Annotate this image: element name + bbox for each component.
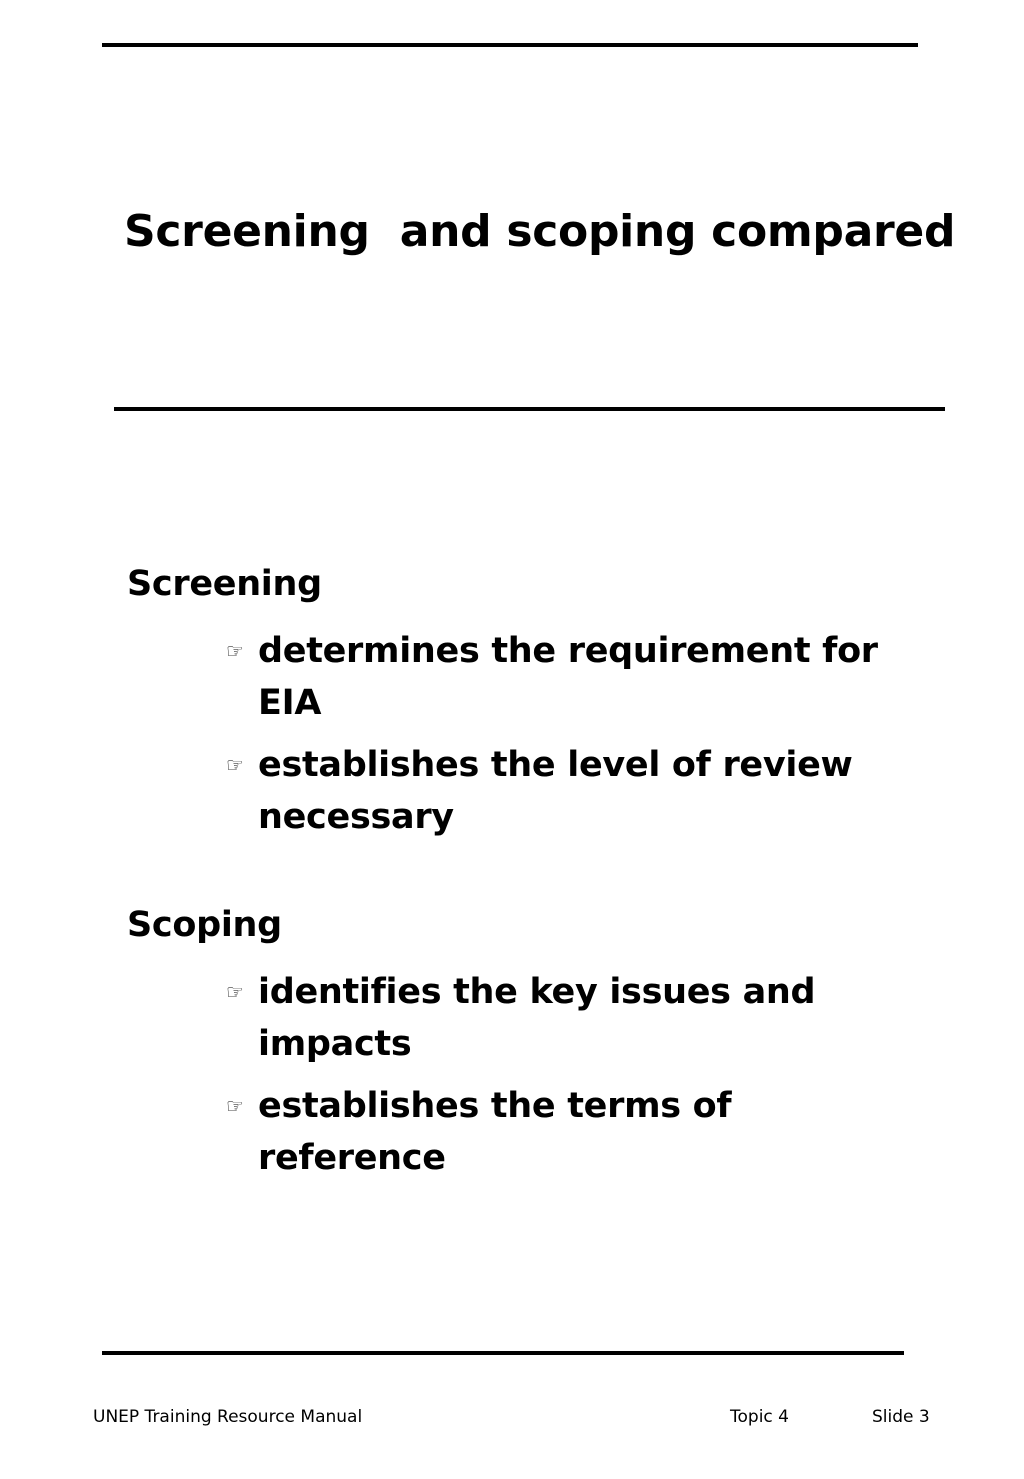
screening-bullet-list [226,625,916,853]
pointing-hand-icon: ☞ [226,753,244,777]
title-divider-rule [114,407,945,411]
top-rule [102,43,918,47]
list-item [226,1080,916,1184]
footer-manual-title: UNEP Training Resource Manual [93,1407,363,1427]
scoping-bullet-list [226,966,916,1194]
pointing-hand-icon: ☞ [226,1094,244,1118]
section-heading-screening: Screening [127,564,322,604]
list-item [226,739,916,843]
bullet-text: establishes the terms of reference [258,1086,732,1178]
slide-title: Screening and scoping compared [124,206,956,257]
pointing-hand-icon: ☞ [226,639,244,663]
bullet-text: determines the requirement for EIA [258,631,878,723]
bullet-text: identifies the key issues and impacts [258,972,816,1064]
list-item [226,966,916,1070]
list-item [226,625,916,729]
section-heading-scoping: Scoping [127,905,282,945]
footer-slide-number: Slide 3 [872,1407,930,1427]
footer-topic-label: Topic 4 [730,1407,789,1427]
bullet-text: establishes the level of review necessary [258,745,853,837]
pointing-hand-icon: ☞ [226,980,244,1004]
footer-rule [102,1351,904,1355]
